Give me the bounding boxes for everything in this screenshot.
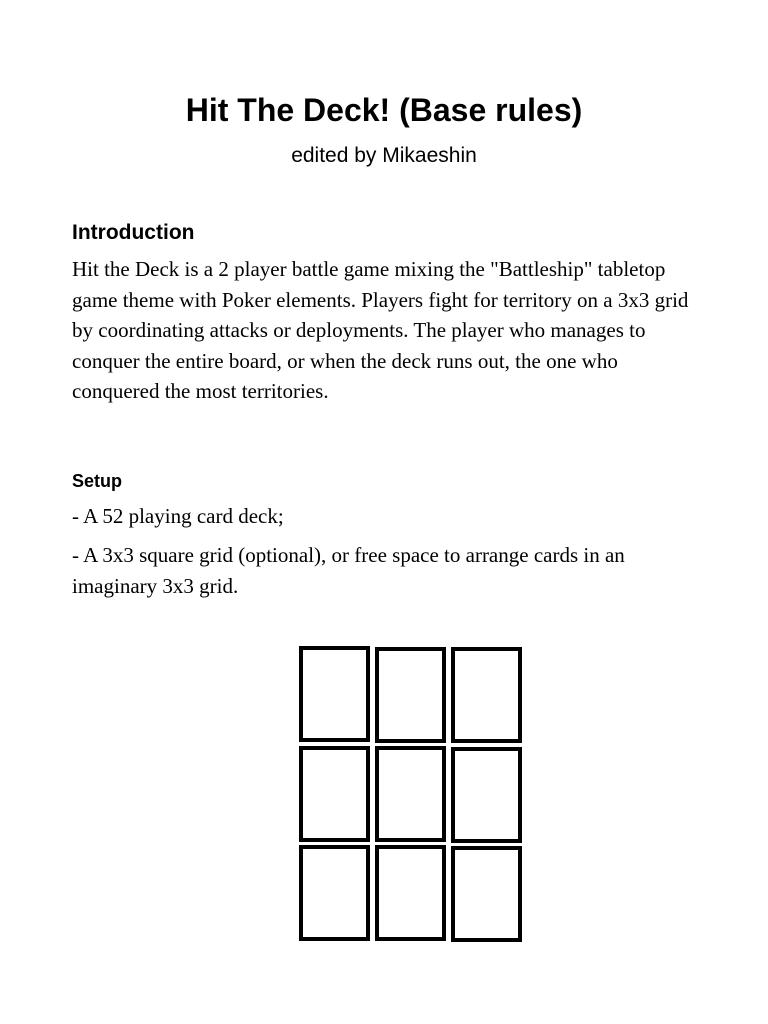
setup-heading: Setup — [72, 471, 123, 491]
page-subtitle: edited by Mikaeshin — [291, 144, 477, 167]
introduction-heading: Introduction — [72, 221, 195, 244]
card-grid-illustration — [298, 645, 528, 945]
grid-card-slot — [375, 647, 446, 743]
grid-card-slot — [451, 747, 522, 843]
grid-card-slot — [299, 646, 370, 742]
grid-card-slot — [451, 846, 522, 942]
grid-card-slot — [375, 746, 446, 842]
grid-card-slot — [375, 845, 446, 941]
setup-item-deck: - A 52 playing card deck; — [72, 504, 284, 528]
grid-card-slot — [299, 746, 370, 842]
grid-card-slot — [451, 647, 522, 743]
grid-card-slot — [299, 845, 370, 941]
setup-item-grid: - A 3x3 square grid (optional), or free space to arrange cards in an imaginary 3x3 grid. — [72, 543, 625, 598]
page-title: Hit The Deck! (Base rules) — [185, 92, 583, 128]
introduction-paragraph: Hit the Deck is a 2 player battle game mixing the "Battleship" tabletop game theme with Poker elements. Players fight for territory on a 3x3 grid by coordinating attacks or deployments. The player who manages to conquer the entire board, or when the deck runs out, the one who conquered the most territories. — [72, 257, 689, 403]
